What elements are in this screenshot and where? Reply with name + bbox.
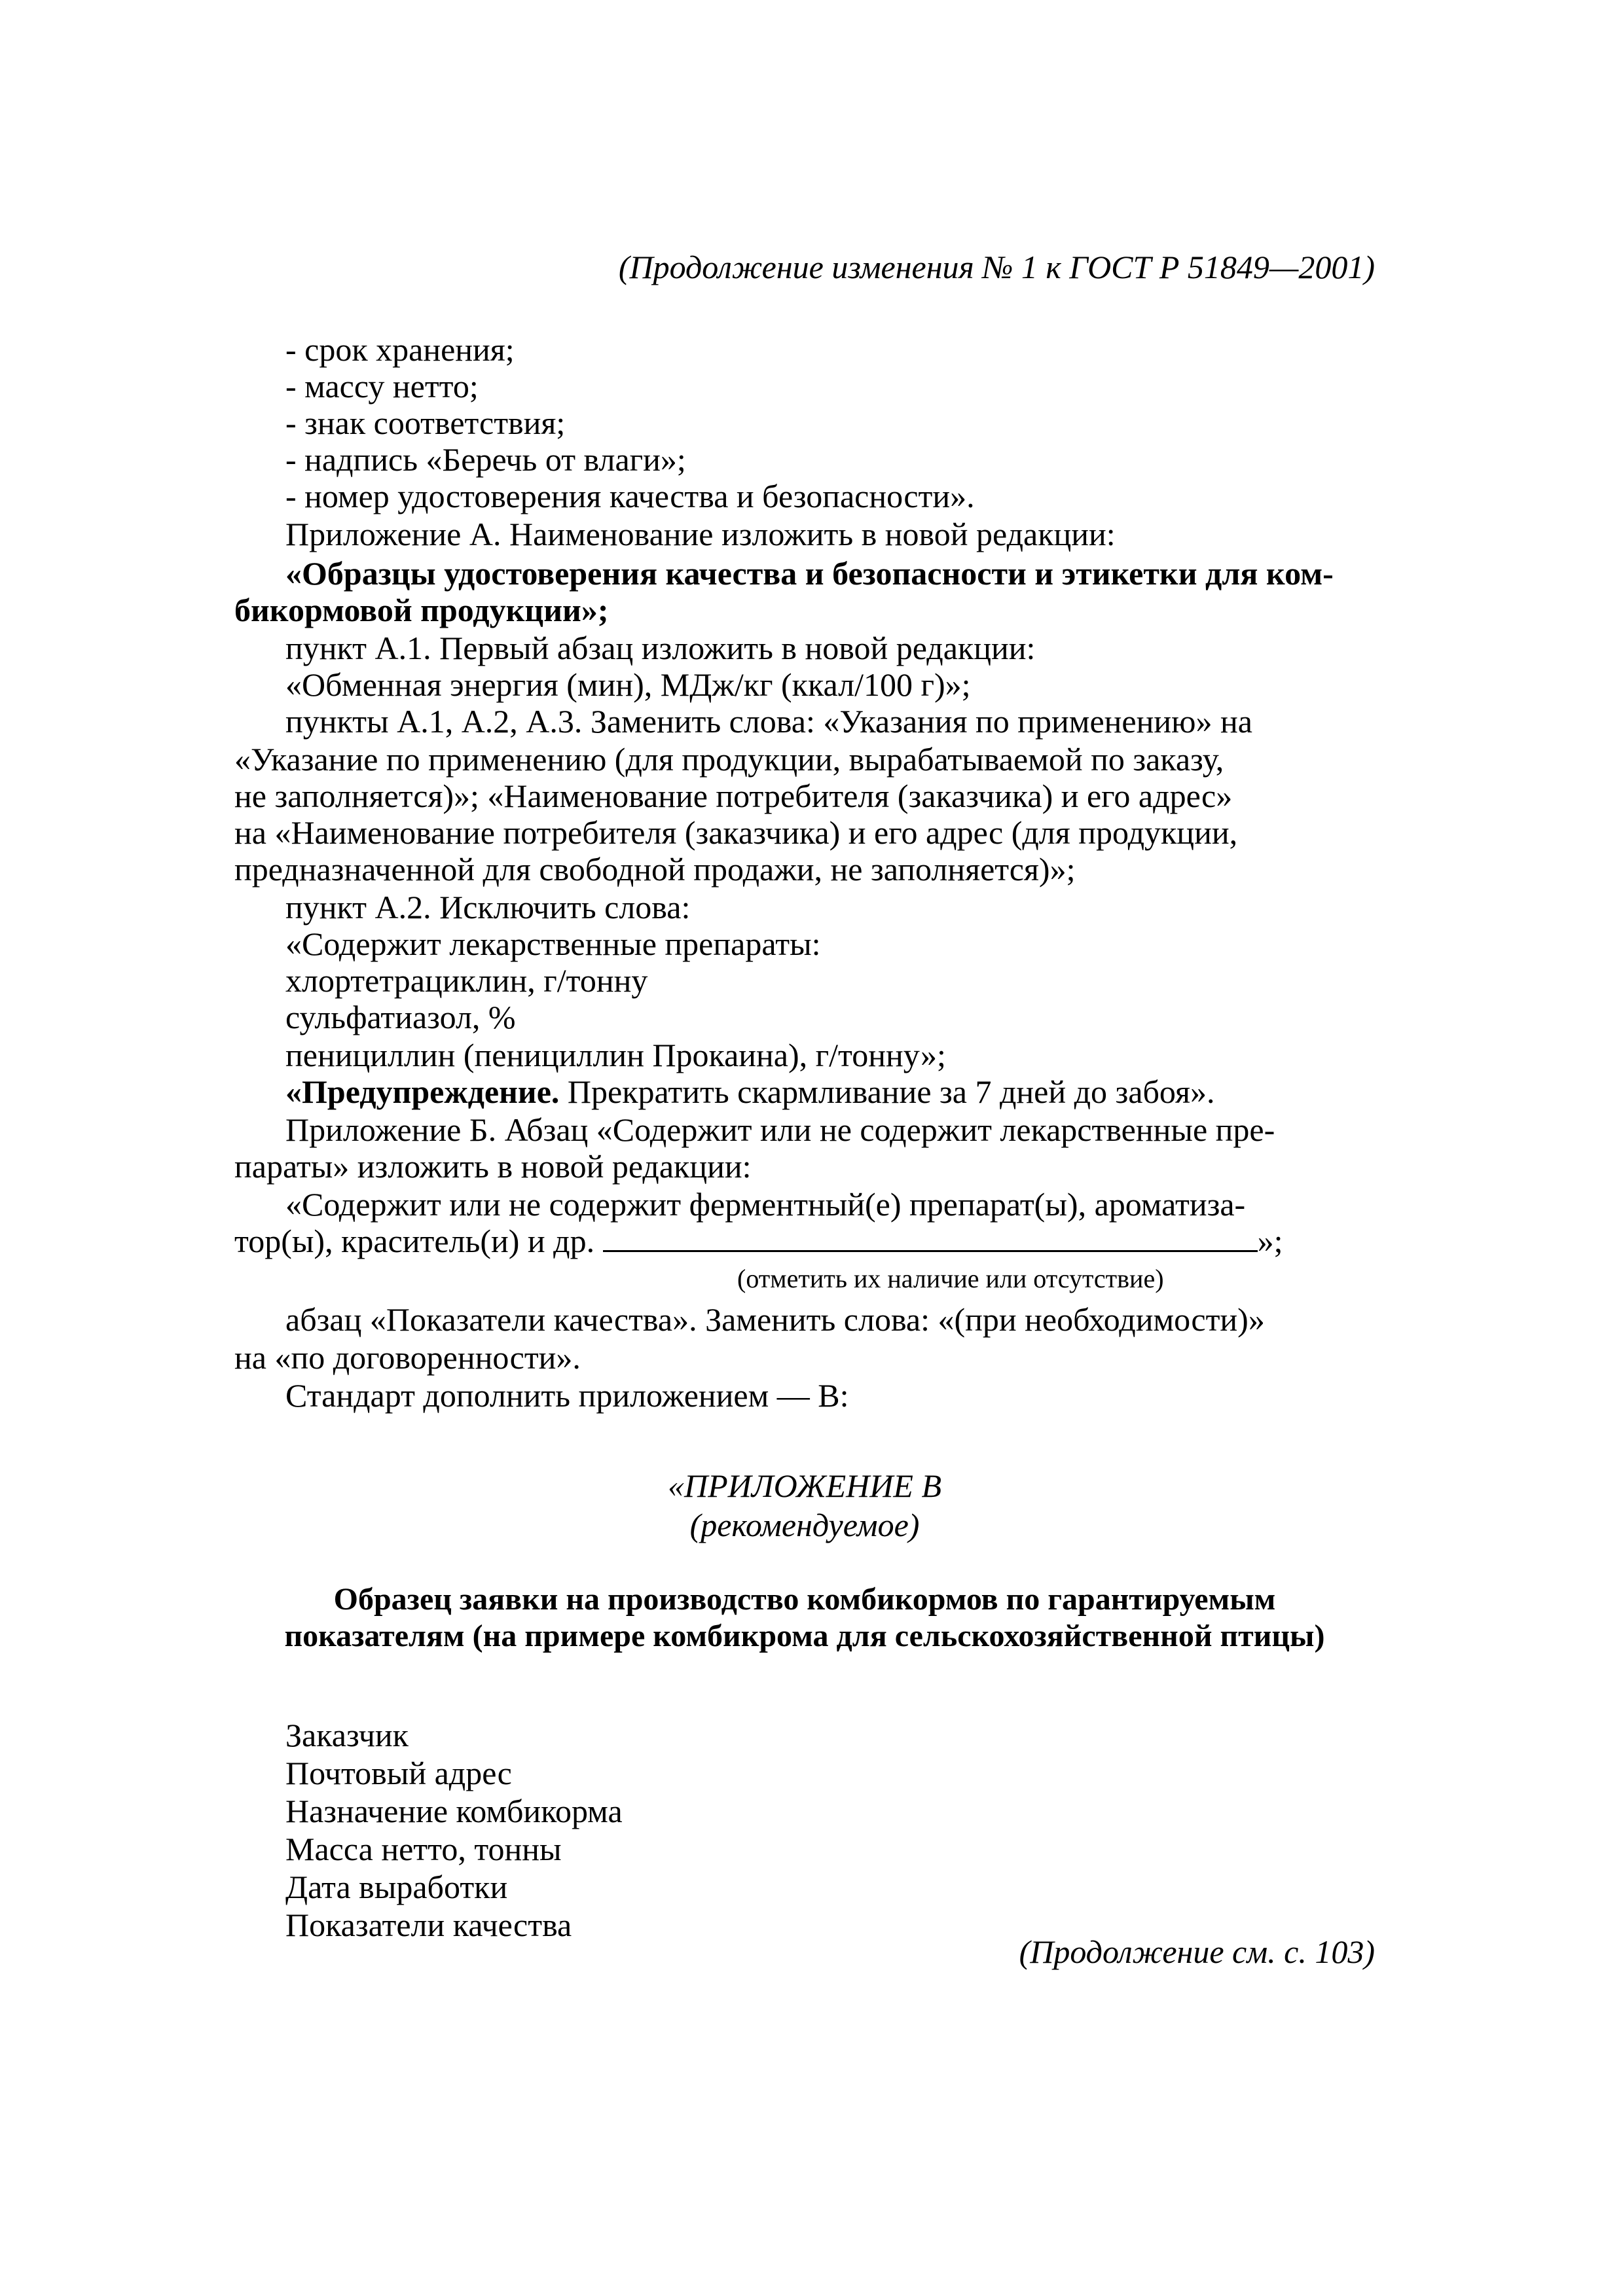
body-line: «Содержит лекарственные препараты:	[285, 925, 821, 962]
body-line: параты» изложить в новой редакции:	[234, 1148, 752, 1185]
fill-blank-line	[603, 1224, 1258, 1252]
list-item: - массу нетто;	[285, 368, 479, 404]
list-block	[285, 331, 1380, 514]
body-line: «Указание по применению (для продукции, вырабатываемой по заказу,	[234, 741, 1224, 778]
warning-text: Прекратить скармливание за 7 дней до забоя».	[559, 1073, 1215, 1110]
footer-continuation: (Продолжение см. с. 103)	[1019, 1933, 1375, 1970]
list-item: - знак соответствия;	[285, 404, 566, 441]
body-line-bold: «Образцы удостоверения качества и безопасности и этикетки для ком-	[285, 555, 1334, 592]
appendix-heading: показателям (на примере комбикрома для сельскохозяйственной птицы)	[284, 1619, 1325, 1653]
body-line: предназначенной для свободной продажи, не заполняется)»;	[234, 851, 1076, 888]
body-line: Приложение А. Наименование изложить в новой редакции:	[285, 516, 1116, 552]
form-field-label: Дата выработки	[285, 1869, 508, 1905]
list-item: - надпись «Беречь от влаги»;	[285, 441, 686, 478]
appendix-subtitle: (рекомендуемое)	[689, 1507, 920, 1543]
appendix-title: «ПРИЛОЖЕНИЕ В	[668, 1467, 941, 1504]
header-continuation: (Продолжение изменения № 1 к ГОСТ Р 51849—2001)	[618, 249, 1375, 285]
body-line: пенициллин (пенициллин Прокаина), г/тонну»;	[285, 1037, 946, 1073]
form-field-label: Назначение комбикорма	[285, 1793, 623, 1829]
warning-label: «Предупреждение.	[285, 1073, 560, 1110]
fill-line-row	[234, 1223, 1375, 1259]
appendix-heading: Образец заявки на производство комбикормов по гарантируемым	[333, 1582, 1276, 1617]
warning-line	[285, 1073, 1380, 1110]
body-line: абзац «Показатели качества». Заменить слова: «(при необходимости)»	[285, 1301, 1265, 1338]
body-line: пункт А.2. Исключить слова:	[285, 889, 691, 925]
body-line: Приложение Б. Абзац «Содержит или не содержит лекарственные пре-	[285, 1111, 1275, 1148]
body-line: сульфатиазол, %	[285, 999, 516, 1035]
fill-line-end: »;	[1257, 1223, 1283, 1259]
body-line: пункты А.1, А.2, А.3. Заменить слова: «Указания по применению» на	[285, 703, 1252, 740]
body-line: «Обменная энергия (мин), МДж/кг (ккал/100 г)»;	[285, 666, 971, 703]
body-line: на «по договоренности».	[234, 1339, 581, 1376]
body-line: на «Наименование потребителя (заказчика) и его адрес (для продукции,	[234, 814, 1238, 851]
form-field-label: Почтовый адрес	[285, 1755, 512, 1791]
fill-line-text: тор(ы), краситель(и) и др.	[234, 1223, 595, 1259]
body-line: Стандарт дополнить приложением — В:	[285, 1377, 849, 1414]
form-field-label: Показатели качества	[285, 1907, 572, 1943]
appendix-fields	[285, 1716, 1380, 1944]
body-line: не заполняется)»; «Наименование потребителя (заказчика) и его адрес»	[234, 778, 1233, 814]
body-line-bold: бикормовой продукции»;	[234, 592, 609, 628]
body-line: пункт А.1. Первый абзац изложить в новой редакции:	[285, 630, 1036, 666]
fill-caption: (отметить их наличие или отсутствие)	[737, 1264, 1164, 1293]
form-field-label: Заказчик	[285, 1717, 409, 1753]
list-item: - срок хранения;	[285, 331, 515, 368]
body-line: «Содержит или не содержит ферментный(е) препарат(ы), ароматиза-	[285, 1186, 1246, 1223]
list-item: - номер удостоверения качества и безопасности».	[285, 478, 975, 514]
form-field-label: Масса нетто, тонны	[285, 1831, 562, 1867]
body-line: хлортетрациклин, г/тонну	[285, 962, 648, 999]
